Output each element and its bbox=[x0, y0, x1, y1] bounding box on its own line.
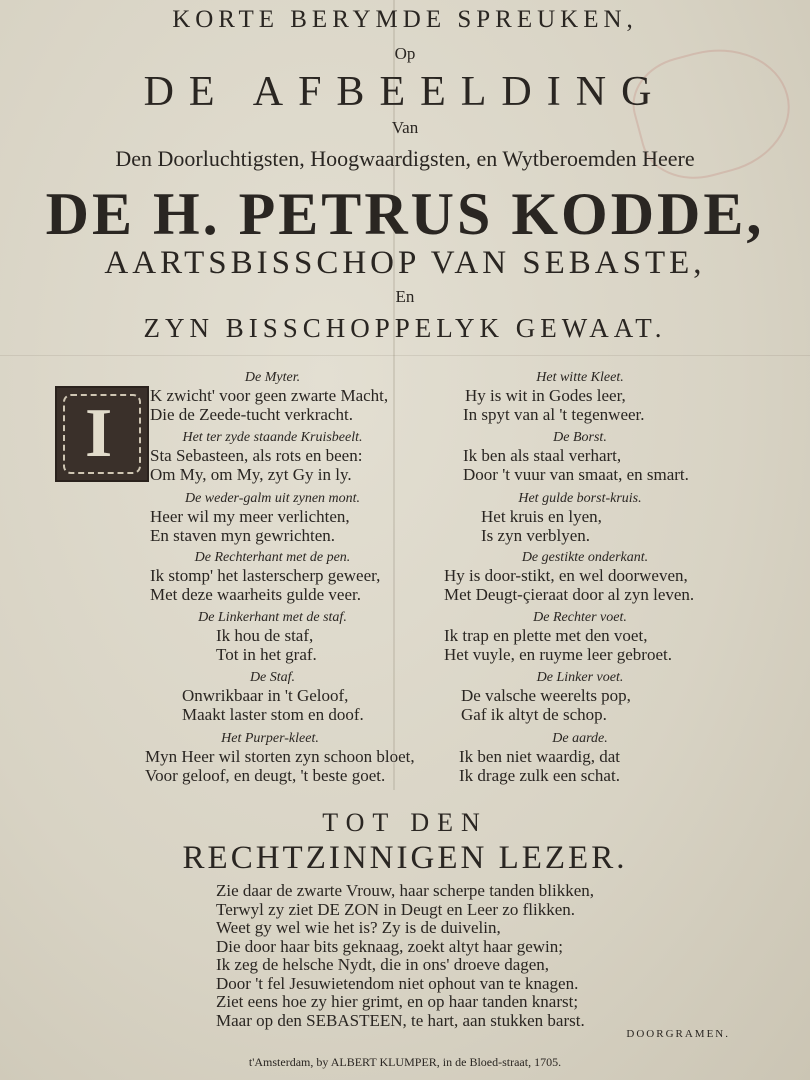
verse-line: Om My, om My, zyt Gy in ly. bbox=[150, 465, 352, 484]
verse-heading: Het Purper-kleet. bbox=[221, 731, 319, 746]
left-verse-2 bbox=[150, 430, 395, 484]
verse-line: En staven myn gewrichten. bbox=[150, 526, 336, 545]
verse-heading: De Staf. bbox=[249, 670, 296, 685]
verse-line: Ik hou de staf, bbox=[216, 626, 314, 645]
title-line-4: DE H. PETRUS KODDE, bbox=[45, 181, 765, 247]
right-verse-6 bbox=[445, 670, 715, 724]
verse-line: Heer wil my meer verlichten, bbox=[150, 507, 350, 526]
right-verse-3 bbox=[445, 491, 715, 545]
left-verse-1 bbox=[150, 370, 395, 424]
verse-line: Hy is wit in Godes leer, bbox=[465, 386, 626, 405]
right-verse-5 bbox=[440, 610, 720, 664]
left-verse-4 bbox=[150, 550, 395, 604]
right-verse-4 bbox=[440, 550, 730, 604]
verse-heading: De Rechterhant met de pen. bbox=[194, 550, 351, 565]
verse-line: Ik ben als staal verhart, bbox=[463, 446, 622, 465]
signature: DOORGRAMEN. bbox=[626, 1028, 730, 1040]
imprint: t'Amsterdam, by ALBERT KLUMPER, in de Bloed-straat, 1705. bbox=[248, 1055, 562, 1069]
verse-heading: De Linker voet. bbox=[536, 670, 624, 685]
title-line-5: AARTSBISSCHOP VAN SEBASTE, bbox=[104, 245, 706, 281]
verse-heading: Het witte Kleet. bbox=[536, 370, 624, 385]
right-verse-1 bbox=[445, 370, 715, 424]
poem-line: Ik zeg de helsche Nydt, die in ons' droeve dagen, bbox=[216, 955, 550, 974]
verse-heading: De Myter. bbox=[244, 370, 301, 385]
verse-line: Met deze waarheits gulde veer. bbox=[150, 585, 361, 604]
title-line-6: ZYN BISSCHOPPELYK GEWAAT. bbox=[143, 313, 667, 343]
verse-line: Het kruis en lyen, bbox=[481, 507, 602, 526]
reader-poem bbox=[216, 882, 594, 1030]
poem-line: Maar op den SEBASTEEN, te hart, aan stukken barst. bbox=[216, 1010, 585, 1030]
left-verse-7 bbox=[145, 731, 415, 785]
verse-line: Met Deugt-çieraat door al zyn leven. bbox=[444, 585, 695, 604]
verse-heading: Het ter zyde staande Kruisbeelt. bbox=[182, 430, 363, 445]
right-verse-2 bbox=[445, 430, 715, 484]
poem-line: Die door haar bits geknaag, zoekt altyt haar gewin; bbox=[216, 936, 563, 956]
left-verse-5 bbox=[150, 610, 395, 664]
verse-heading: De weder-galm uit zynen mont. bbox=[184, 491, 361, 506]
verse-line: Door 't vuur van smaat, en smart. bbox=[463, 465, 689, 484]
verse-line: Onwrikbaar in 't Geloof, bbox=[182, 686, 349, 705]
verse-line: In spyt van al 't tegenweer. bbox=[463, 405, 645, 424]
verse-line: Hy is door-stikt, en wel doorweven, bbox=[444, 566, 688, 585]
verse-line: Ik drage zulk een schat. bbox=[459, 766, 620, 785]
reader-title-2: RECHTZINNIGEN LEZER. bbox=[182, 840, 628, 876]
verse-line: Is zyn verblyen. bbox=[481, 526, 591, 545]
verse-line: Ik stomp' het lasterscherp geweer, bbox=[150, 566, 381, 585]
title-op: Op bbox=[394, 44, 416, 63]
poem-line: Ziet eens hoe zy hier grimt, en op haar tanden knarst; bbox=[216, 992, 579, 1011]
title-van: Van bbox=[391, 118, 419, 137]
poem-line: Door 't fel Jesuwietendom niet ophout van te knagen. bbox=[216, 973, 579, 993]
verse-line: Het vuyle, en ruyme leer gebroet. bbox=[444, 645, 672, 664]
verse-heading: De Rechter voet. bbox=[533, 610, 627, 625]
left-verse-3 bbox=[150, 491, 395, 545]
verse-heading: Het gulde borst-kruis. bbox=[518, 491, 642, 506]
verse-line: Gaf ik altyt de schop. bbox=[461, 705, 607, 724]
verse-line: Tot in het graf. bbox=[216, 645, 317, 664]
verse-line: Ik ben niet waardig, dat bbox=[459, 747, 620, 766]
poem-line: Zie daar de zwarte Vrouw, haar scherpe tanden blikken, bbox=[216, 881, 595, 900]
fold-crease-horizontal bbox=[0, 355, 810, 356]
title-line-3: Den Doorluchtigsten, Hoogwaardigsten, en Wytberoemden Heere bbox=[115, 146, 695, 171]
title-line-2: DE AFBEELDING bbox=[143, 69, 667, 115]
poem-line: Terwyl zy ziet DE ZON in Deugt en Leer zo flikken. bbox=[216, 899, 575, 919]
verse-heading: De Linkerhant met de staf. bbox=[198, 610, 347, 625]
verse-line: K zwicht' voor geen zwarte Macht, bbox=[150, 386, 389, 405]
verse-heading: De Borst. bbox=[553, 430, 607, 445]
verse-line: Ik trap en plette met den voet, bbox=[444, 626, 648, 645]
title-en: En bbox=[395, 287, 415, 306]
title-line-1: KORTE BERYMDE SPREUKEN, bbox=[172, 6, 638, 33]
decorated-initial bbox=[55, 386, 149, 482]
verse-line: Myn Heer wil storten zyn schoon bloet, bbox=[145, 747, 415, 766]
right-verse-7 bbox=[445, 731, 715, 785]
verse-heading: De gestikte onderkant. bbox=[521, 550, 649, 565]
reader-title-1: TOT DEN bbox=[322, 808, 488, 837]
verse-line: Die de Zeede-tucht verkracht. bbox=[150, 405, 353, 424]
verse-line: Sta Sebasteen, als rots en been: bbox=[150, 446, 363, 465]
verse-line: Maakt laster stom en doof. bbox=[182, 705, 364, 724]
verse-line: Voor geloof, en deugt, 't beste goet. bbox=[145, 766, 386, 785]
poem-line: Weet gy wel wie het is? Zy is de duivelin, bbox=[216, 918, 501, 937]
verse-line: De valsche weerelts pop, bbox=[461, 686, 631, 705]
left-verse-6 bbox=[150, 670, 395, 724]
initial-letter: I bbox=[85, 395, 113, 472]
verse-heading: De aarde. bbox=[552, 731, 608, 746]
